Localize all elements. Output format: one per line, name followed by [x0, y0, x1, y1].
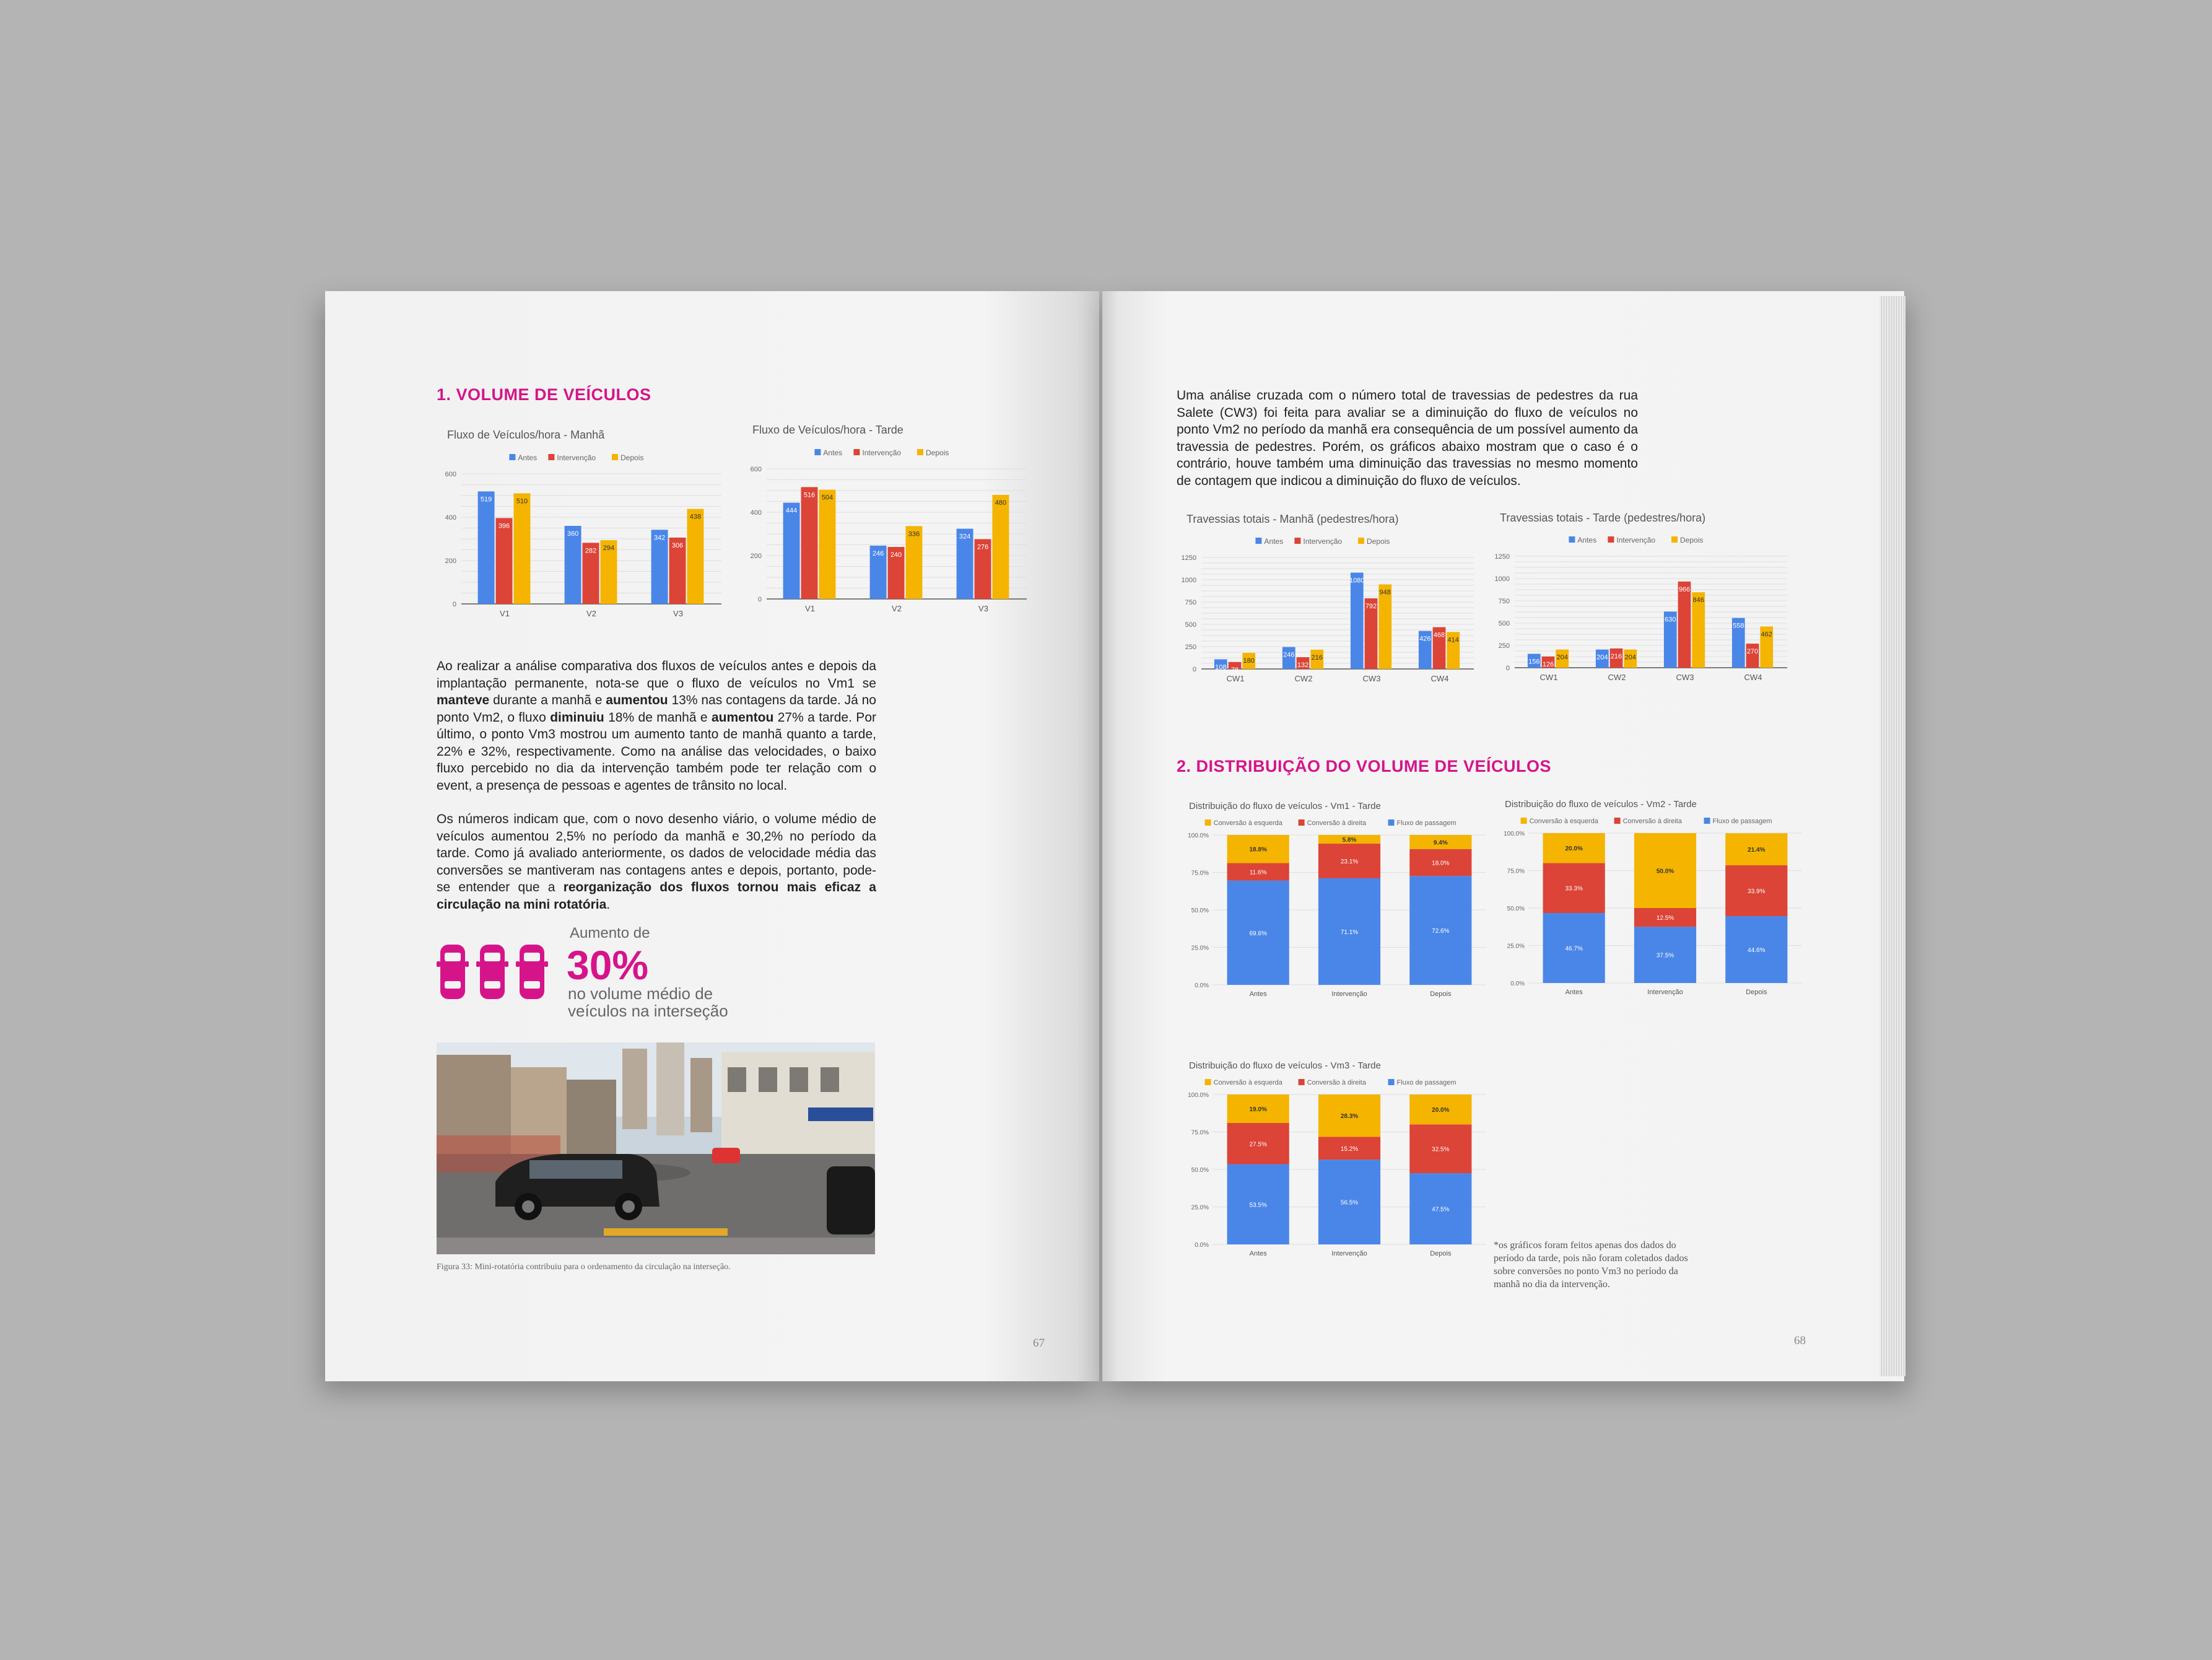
y-tick-label: 1250 [1494, 553, 1510, 561]
data-label: 78 [1230, 666, 1239, 674]
data-label: 20.0% [1565, 845, 1583, 853]
legend-swatch [1704, 818, 1710, 824]
data-label: 1080 [1349, 577, 1365, 585]
data-label: 324 [959, 533, 971, 541]
legend-swatch [1294, 538, 1300, 544]
data-label: 396 [498, 522, 510, 530]
legend-swatch [1255, 538, 1261, 544]
legend-label: Fluxo de passagem [1712, 818, 1772, 825]
data-label: 216 [1610, 652, 1622, 660]
bar [478, 491, 495, 604]
legend-label: Conversão à direita [1622, 818, 1682, 825]
data-label: 27.5% [1249, 1141, 1267, 1148]
data-label: 11.6% [1249, 869, 1267, 876]
legend-label: Depois [1367, 537, 1390, 546]
data-label: 336 [908, 530, 920, 538]
data-label: 53.5% [1249, 1202, 1267, 1209]
section-heading-volume: 1. VOLUME DE VEÍCULOS [437, 385, 651, 404]
x-tick-label: Antes [1249, 990, 1267, 998]
bar [496, 518, 513, 604]
right-page [1102, 291, 1904, 1381]
data-label: 516 [803, 491, 816, 499]
data-label: 204 [1556, 653, 1568, 662]
legend-label: Antes [518, 453, 538, 462]
legend-label: Fluxo de passagem [1396, 819, 1457, 827]
data-label: 480 [995, 499, 1007, 507]
left-page [325, 291, 1099, 1381]
legend-swatch [1205, 819, 1211, 826]
y-tick-label: 600 [750, 466, 762, 473]
legend-swatch [1358, 538, 1364, 544]
bar [1378, 584, 1391, 669]
y-tick-label: 1000 [1494, 575, 1510, 583]
x-tick-label: Depois [1430, 990, 1452, 998]
data-label: 156 [1528, 658, 1540, 666]
y-tick-label: 25.0% [1191, 1204, 1209, 1212]
x-tick-label: Intervenção [1647, 989, 1683, 996]
legend-swatch [1569, 536, 1575, 543]
data-label: 44.6% [1748, 947, 1766, 954]
legend-label: Antes [1577, 536, 1597, 544]
y-tick-label: 75.0% [1507, 868, 1525, 875]
y-tick-label: 500 [1185, 621, 1196, 629]
legend-label: Conversão à esquerda [1529, 818, 1598, 825]
x-tick-label: V1 [805, 604, 815, 613]
data-label: 462 [1761, 631, 1772, 639]
x-tick-label: CW3 [1676, 673, 1694, 682]
y-tick-label: 1000 [1181, 577, 1196, 584]
bar [992, 495, 1009, 599]
y-tick-label: 25.0% [1191, 945, 1209, 952]
photo-caption: Figura 33: Mini-rotatória contribuiu para o ordenamento da circulação na interseção. [437, 1262, 731, 1272]
legend-swatch [853, 449, 860, 455]
data-label: 23.1% [1340, 858, 1359, 865]
legend-swatch [1205, 1079, 1211, 1085]
chart-title-dist-vm3: Distribuição do fluxo de veículos - Vm3 - Tarde [1189, 1060, 1381, 1071]
data-label: 360 [567, 530, 579, 538]
data-label: 966 [1678, 585, 1691, 593]
bar [801, 487, 818, 599]
legend-label: Conversão à direita [1307, 819, 1366, 827]
x-tick-label: V1 [500, 609, 510, 618]
x-tick-label: CW2 [1294, 674, 1313, 683]
bar [1746, 644, 1759, 668]
data-label: 37.5% [1656, 952, 1674, 959]
intro-text: Uma análise cruzada com o número total de travessias de pedestres da rua Salete (CW3) foi feita para avaliar se a diminuição do fluxo de veículos no ponto Vm2 no período da manhã era consequência de um possível aumento da travessia de pedestres. Porém, os gráficos abaixo mostram que o caso é o contrário, houve também uma diminuição das travessias no mesmo momento de contagem que indicou a diminuição do fluxo de veículos. [1177, 388, 1638, 488]
data-label: 126 [1542, 660, 1554, 668]
data-label: 504 [821, 494, 834, 502]
y-tick-label: 100.0% [1504, 831, 1525, 837]
y-tick-label: 50.0% [1507, 906, 1525, 912]
data-label: 240 [890, 551, 902, 559]
bar [1678, 582, 1691, 668]
data-label: 33.3% [1565, 885, 1583, 893]
data-label: 9.4% [1433, 839, 1448, 847]
page-number: 68 [1794, 1334, 1806, 1347]
y-tick-label: 500 [1498, 620, 1510, 627]
data-label: 132 [1297, 661, 1309, 669]
data-label: 18.0% [1432, 860, 1450, 867]
y-tick-label: 50.0% [1191, 907, 1209, 914]
y-tick-label: 250 [1498, 642, 1510, 650]
y-tick-label: 50.0% [1191, 1167, 1209, 1174]
stat-description-line1: no volume médio de [568, 984, 713, 1003]
bar [513, 494, 530, 605]
y-tick-label: 0 [1192, 666, 1196, 673]
y-tick-label: 0.0% [1195, 1242, 1209, 1249]
data-label: 270 [1746, 648, 1759, 656]
y-tick-label: 75.0% [1191, 870, 1209, 877]
data-label: 33.9% [1748, 888, 1766, 896]
data-label: 50.0% [1656, 868, 1674, 875]
y-tick-label: 0 [452, 601, 456, 608]
legend-label: Intervenção [862, 448, 902, 457]
legend-swatch [1521, 818, 1527, 824]
intro-paragraph [1177, 387, 1638, 506]
data-label: 72.6% [1432, 928, 1450, 935]
data-label: 282 [585, 547, 597, 555]
data-label: 792 [1365, 602, 1377, 610]
y-tick-label: 0 [757, 596, 762, 603]
data-label: 46.7% [1565, 945, 1583, 953]
data-label: 246 [1283, 651, 1295, 659]
x-tick-label: Antes [1249, 1250, 1267, 1257]
y-tick-label: 400 [445, 514, 456, 522]
data-label: 47.5% [1432, 1206, 1450, 1213]
data-label: 306 [671, 541, 684, 549]
bar [819, 490, 835, 599]
chart-title-crossings-morning: Travessias totais - Manhã (pedestres/hora) [1187, 513, 1399, 525]
bar [783, 503, 800, 599]
page-edges [1879, 296, 1905, 1376]
legend-swatch [1388, 819, 1395, 826]
chart-dist-vm2 [1499, 810, 1808, 1002]
x-tick-label: Depois [1746, 989, 1767, 996]
data-label: 20.0% [1432, 1107, 1450, 1114]
section-heading-distribution: 2. DISTRIBUIÇÃO DO VOLUME DE VEÍCULOS [1177, 757, 1552, 775]
y-tick-label: 750 [1185, 599, 1196, 606]
data-label: 294 [603, 544, 615, 553]
x-tick-label: V3 [978, 604, 988, 613]
data-label: 108 [1215, 663, 1227, 671]
y-tick-label: 0.0% [1195, 982, 1209, 989]
legend-swatch [548, 454, 554, 460]
paragraph-analysis: Ao realizar a análise comparativa dos fluxos de veículos antes e depois da implantação permanente, nota-se que o fluxo de veículos no Vm1 se manteve durante a manhã e aumentou 13% nas contagens da tarde. Já no ponto Vm2, o fluxo diminuiu 18% de manhã e aumentou 27% a tarde. Por último, o ponto Vm3 mostrou um aumento tanto de manhã quanto a tarde, 22% e 32%, respectivamente. Como na análise das velocidades, o baixo fluxo percebido no dia da intervenção também pode ter relação com o event, a presença de pessoas e agentes de trânsito no local. [437, 659, 876, 793]
legend-label: Depois [620, 453, 644, 462]
data-label: 519 [480, 496, 492, 504]
y-tick-label: 250 [1185, 644, 1196, 651]
legend-label: Intervenção [1616, 536, 1656, 544]
data-label: 630 [1665, 616, 1676, 624]
data-label: 444 [785, 507, 798, 515]
chart-crossings-afternoon [1490, 525, 1793, 692]
y-tick-label: 75.0% [1191, 1129, 1209, 1137]
y-tick-label: 200 [750, 553, 762, 560]
data-label: 71.1% [1340, 928, 1359, 936]
y-tick-label: 100.0% [1188, 832, 1209, 839]
chart-dist-vm1 [1183, 811, 1492, 1003]
data-label: 15.2% [1340, 1145, 1359, 1153]
x-tick-label: Depois [1430, 1250, 1452, 1257]
data-label: 510 [516, 497, 528, 505]
stat-prefix: Aumento de [570, 925, 650, 941]
car-icon [516, 943, 548, 1001]
x-tick-label: Intervenção [1331, 1250, 1367, 1257]
data-label: 558 [1733, 622, 1744, 630]
legend-swatch [814, 449, 821, 455]
stat-description-line2: veículos na interseção [568, 1002, 728, 1020]
bar [687, 509, 703, 604]
chart-title-flow-morning: Fluxo de Veículos/hora - Manhã [447, 429, 605, 441]
x-tick-label: Intervenção [1331, 990, 1367, 998]
data-label: 21.4% [1748, 847, 1766, 854]
data-label: 216 [1311, 653, 1323, 662]
bar [1351, 572, 1364, 669]
x-tick-label: CW4 [1430, 674, 1449, 683]
chart-title-dist-vm1: Distribuição do fluxo de veículos - Vm1 - Tarde [1189, 801, 1381, 811]
x-tick-label: CW3 [1362, 674, 1381, 683]
car-icon [476, 943, 508, 1001]
y-tick-label: 400 [750, 509, 762, 517]
data-label: 438 [689, 513, 702, 521]
legend-swatch [1614, 818, 1621, 824]
legend-label: Depois [1680, 536, 1704, 544]
y-tick-label: 100.0% [1188, 1092, 1209, 1099]
y-tick-label: 750 [1498, 598, 1510, 605]
legend-label: Intervenção [557, 453, 596, 462]
y-tick-label: 600 [445, 471, 456, 478]
chart-flow-afternoon [742, 438, 1033, 624]
data-label: 18.8% [1249, 846, 1267, 854]
legend-swatch [1608, 536, 1614, 543]
chart-title-flow-afternoon: Fluxo de Veículos/hora - Tarde [752, 424, 904, 436]
data-label: 414 [1447, 636, 1459, 644]
x-tick-label: V2 [892, 604, 902, 613]
chart-title-dist-vm2: Distribuição do fluxo de veículos - Vm2 - Tarde [1505, 799, 1697, 810]
paragraph-conclusion: Os números indicam que, com o novo desenho viário, o volume médio de veículos aumentou 2,5% no período da manhã e 30,2% no período da tarde. Como já avaliado anteriormente, os dados de velocidade média das conversões se mantiveram nas contagens antes e depois, portanto, pode-se entender que a reorganização dos fluxos tornou mais eficaz a circulação na mini rotatória. [437, 812, 876, 912]
y-tick-label: 0.0% [1510, 981, 1525, 987]
x-tick-label: CW1 [1539, 673, 1558, 682]
body-text-left [437, 658, 876, 930]
x-tick-label: CW2 [1608, 673, 1626, 682]
data-label: 56.5% [1340, 1199, 1359, 1207]
car-icon [437, 943, 469, 1001]
data-label: 948 [1379, 588, 1391, 596]
data-label: 204 [1624, 653, 1636, 662]
x-tick-label: Antes [1565, 989, 1583, 996]
legend-label: Conversão à esquerda [1213, 819, 1282, 827]
legend-swatch [509, 454, 515, 460]
legend-label: Antes [823, 448, 843, 457]
x-tick-label: CW1 [1226, 674, 1245, 683]
legend-swatch [1299, 1079, 1305, 1085]
x-tick-label: V2 [586, 609, 596, 618]
chart-flow-morning [437, 443, 728, 629]
data-label: 19.0% [1249, 1106, 1267, 1113]
legend-label: Intervenção [1303, 537, 1343, 546]
legend-swatch [1671, 536, 1678, 543]
y-tick-label: 1250 [1181, 554, 1196, 562]
legend-swatch [917, 449, 923, 455]
legend-swatch [1299, 819, 1305, 826]
data-label: 180 [1243, 657, 1255, 665]
stat-value: 30% [567, 942, 649, 988]
data-label: 468 [1433, 631, 1445, 639]
legend-swatch [612, 454, 618, 460]
legend-label: Fluxo de passagem [1396, 1079, 1457, 1086]
chart-crossings-morning [1177, 526, 1480, 694]
legend-label: Depois [926, 448, 949, 457]
data-label: 12.5% [1656, 915, 1674, 922]
legend-label: Antes [1264, 537, 1284, 546]
y-tick-label: 25.0% [1507, 943, 1525, 950]
chart-dist-vm3 [1183, 1071, 1492, 1263]
data-label: 5.8% [1342, 837, 1357, 844]
x-tick-label: V3 [673, 609, 683, 618]
x-tick-label: CW4 [1744, 673, 1762, 682]
legend-swatch [1388, 1079, 1395, 1085]
y-tick-label: 0 [1505, 665, 1510, 672]
page-number: 67 [1033, 1337, 1045, 1350]
data-label: 69.6% [1249, 930, 1267, 937]
footnote: *os gráficos foram feitos apenas dos dados do período da tarde, pois não foram coletados dados sobre conversões no ponto Vm3 no período da manhã no dia da intervenção. [1494, 1240, 1688, 1290]
street-photo [437, 1042, 875, 1254]
data-label: 426 [1419, 635, 1431, 643]
legend-label: Conversão à esquerda [1213, 1079, 1282, 1086]
chart-title-crossings-afternoon: Travessias totais - Tarde (pedestres/hora) [1500, 512, 1706, 524]
data-label: 204 [1596, 653, 1608, 662]
data-label: 276 [977, 543, 989, 551]
data-label: 846 [1692, 596, 1704, 605]
y-tick-label: 200 [445, 557, 456, 565]
data-label: 32.5% [1432, 1146, 1450, 1153]
data-label: 246 [872, 549, 884, 557]
data-label: 28.3% [1340, 1113, 1359, 1120]
data-label: 342 [653, 534, 666, 542]
legend-label: Conversão à direita [1307, 1079, 1366, 1086]
